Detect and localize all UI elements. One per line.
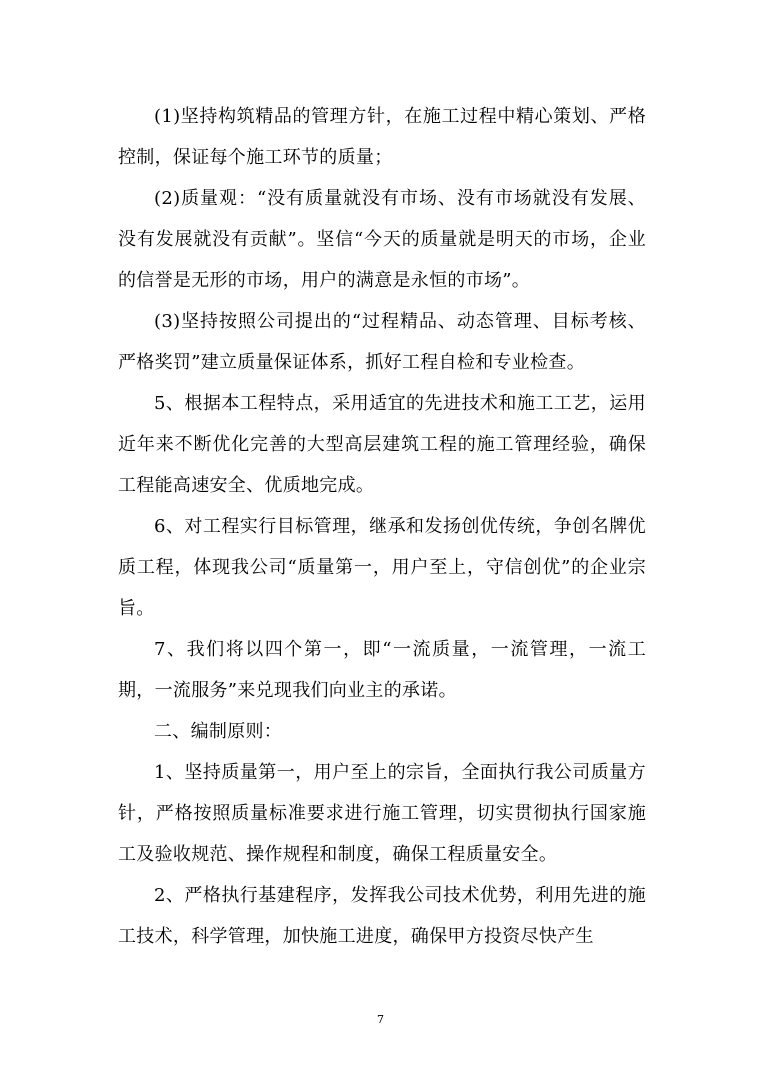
section-heading: 二、编制原则：: [154, 721, 283, 742]
page-number: 7: [377, 1013, 384, 1026]
paragraph-3: (3)坚持按照公司提出的“过程精品、动态管理、目标考核、严格奖罚”建立质量保证体系，抓好工程自检和专业检查。: [118, 311, 646, 373]
paragraph-4: 5、根据本工程特点，采用适宜的先进技术和施工工艺，运用近年来不断优化完善的大型高层建筑工程的施工管理经验，确保工程能高速安全、优质地完成。: [118, 393, 646, 496]
paragraph-6: 7、我们将以四个第一，即“一流质量，一流管理，一流工期，一流服务”来兑现我们向业主的承诺。: [118, 639, 646, 701]
paragraph-7: 1、坚持质量第一，用户至上的宗旨，全面执行我公司质量方针，严格按照质量标准要求进行施工管理，切实贯彻执行国家施工及验收规范、操作规程和制度，确保工程质量安全。: [118, 762, 646, 865]
paragraph-2: (2)质量观：“没有质量就没有市场、没有市场就没有发展、没有发展就没有贡献”。坚信“今天的质量就是明天的市场，企业的信誉是无形的市场，用户的满意是永恒的市场”。: [118, 188, 646, 291]
paragraph-1: (1)坚持构筑精品的管理方针，在施工过程中精心策划、严格控制，保证每个施工环节的质量；: [118, 106, 646, 168]
paragraph-8: 2、严格执行基建程序，发挥我公司技术优势，利用先进的施工技术，科学管理，加快施工进度，确保甲方投资尽快产生: [118, 885, 646, 947]
paragraph-5: 6、对工程实行目标管理，继承和发扬创优传统，争创名牌优质工程，体现我公司“质量第一，用户至上，守信创优”的企业宗旨。: [118, 516, 646, 619]
document-body: [118, 96, 646, 957]
